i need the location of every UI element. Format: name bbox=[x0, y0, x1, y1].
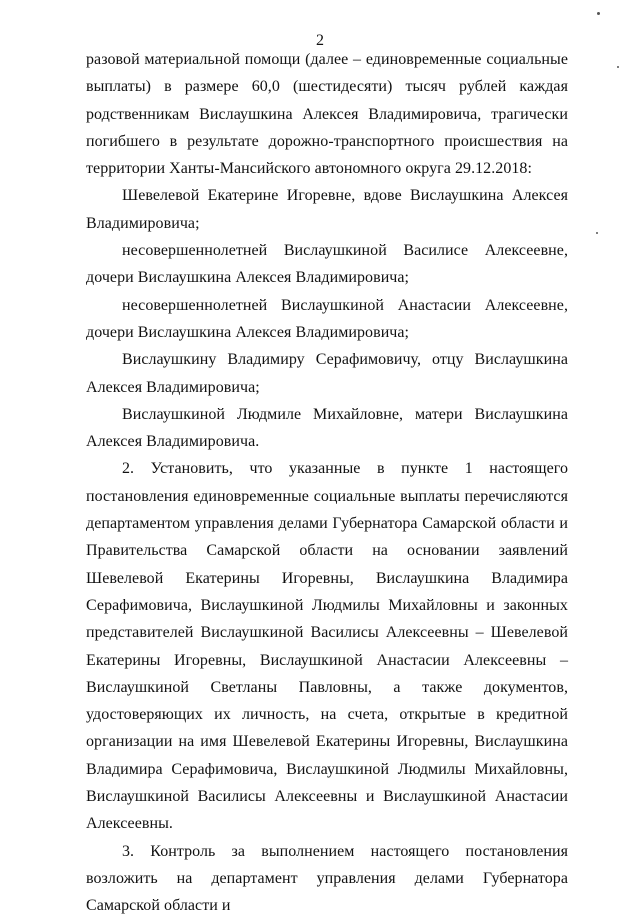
scan-speck bbox=[597, 12, 600, 15]
paragraph-recipient-widow: Шевелевой Екатерине Игоревне, вдове Вислаушкина Алексея Владимировича; bbox=[86, 187, 568, 232]
scan-speck bbox=[617, 66, 619, 68]
document-body bbox=[86, 46, 568, 920]
paragraph-clause-3: 3. Контроль за выполнением настоящего постановления возложить на департамент управления делами Губернатора Самарской области и bbox=[86, 842, 568, 915]
paragraph-intro-continuation: разовой материальной помощи (далее – единовременные социальные выплаты) в размере 60,0 (шестидесяти) тысяч рублей каждая родственникам Вислаушкина Алексея Владимировича, трагически погибшего в результате дорожно-транспортного происшествия на территории Ханты-Мансийского автономного округа 29.12.2018: bbox=[86, 51, 568, 178]
paragraph-recipient-daughter-anastasia: несовершеннолетней Вислаушкиной Анастасии Алексеевне, дочери Вислаушкина Алексея Владимировича; bbox=[86, 296, 568, 341]
paragraph-recipient-daughter-vasilisa: несовершеннолетней Вислаушкиной Василисе Алексеевне, дочери Вислаушкина Алексея Владимировича; bbox=[86, 242, 568, 287]
page-number: 2 bbox=[316, 32, 324, 49]
paragraph-recipient-father: Вислаушкину Владимиру Серафимовичу, отцу Вислаушкина Алексея Владимировича; bbox=[86, 351, 568, 396]
scan-speck bbox=[596, 232, 598, 234]
paragraph-clause-2: 2. Установить, что указанные в пункте 1 настоящего постановления единовременные социальные выплаты перечисляются департаментом управления делами Губернатора Самарской области и Правительства Самарской области на основании заявлений Шевелевой Екатерины Игоревны, Вислаушкина Владимира Серафимовича, Вислаушкиной Людмилы Михайловны и законных представителей Вислаушкиной Василисы Алексеевны – Шевелевой Екатерины Игоревны, Вислаушкиной Анастасии Алексеевны – Вислаушкиной Светланы Павловны, а также документов, удостоверяющих их личность, на счета, открытые в кредитной организации на имя Шевелевой Екатерины Игоревны, Вислаушкина Владимира Серафимовича, Вислаушкиной Людмилы Михайловны, Вислаушкиной Василисы Алексеевны и Вислаушкиной Анастасии Алексеевны. bbox=[86, 460, 568, 833]
paragraph-recipient-mother: Вислаушкиной Людмиле Михайловне, матери Вислаушкина Алексея Владимировича. bbox=[86, 405, 568, 451]
